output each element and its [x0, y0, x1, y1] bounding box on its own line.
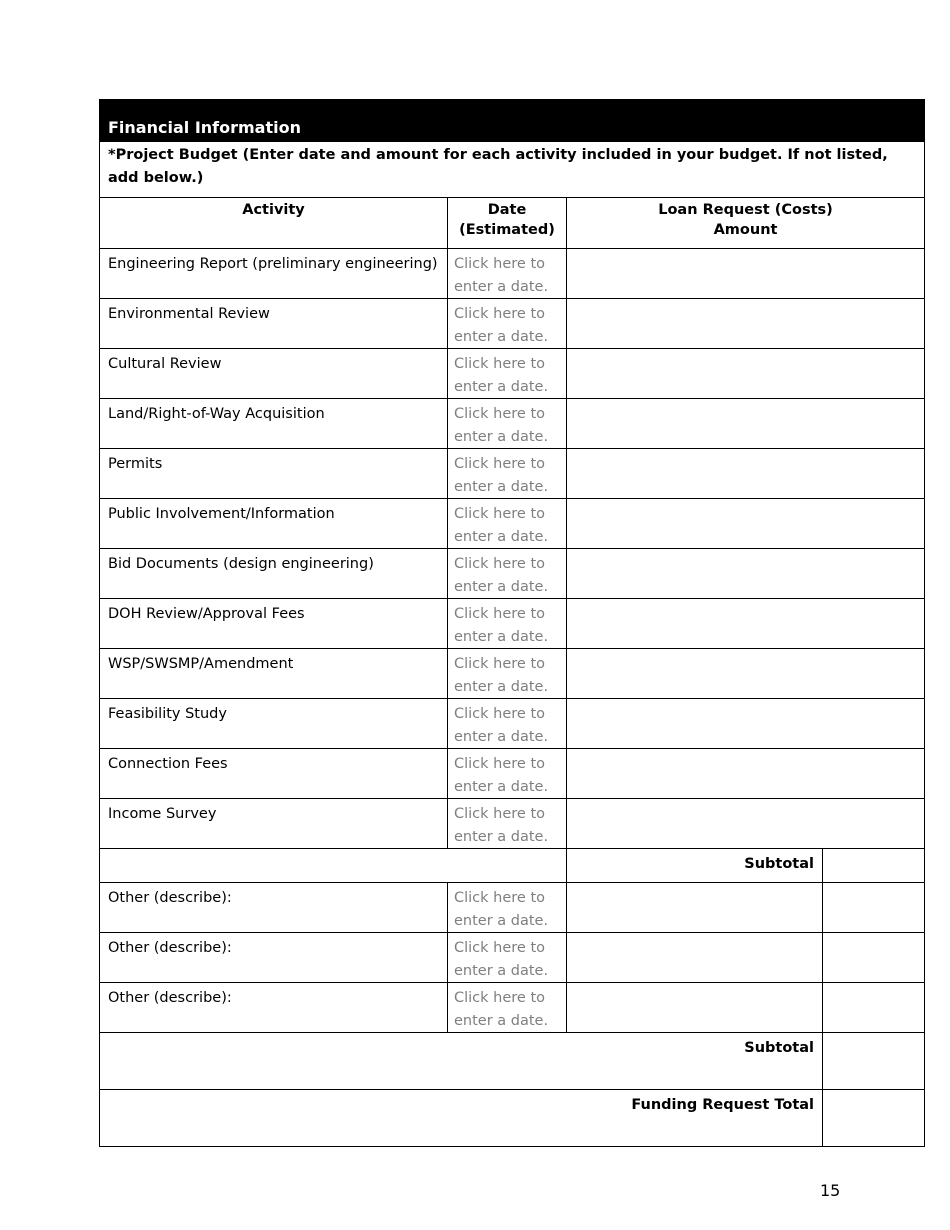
activity-label: Public Involvement/Information	[100, 499, 448, 549]
date-picker-field[interactable]: Click here to enter a date.	[448, 299, 567, 349]
date-picker-field[interactable]: Click here to enter a date.	[448, 249, 567, 299]
activity-label: Cultural Review	[100, 349, 448, 399]
activity-label: Feasibility Study	[100, 699, 448, 749]
activity-label: Environmental Review	[100, 299, 448, 349]
page-number: 15	[820, 1181, 841, 1200]
activity-label: DOH Review/Approval Fees	[100, 599, 448, 649]
activity-row	[100, 549, 925, 599]
activity-row	[100, 249, 925, 299]
other-row	[100, 933, 925, 983]
subtotal-spacer	[100, 849, 567, 883]
date-picker-field[interactable]: Click here to enter a date.	[448, 499, 567, 549]
financial-information-table	[99, 99, 925, 1147]
amount-field[interactable]	[567, 449, 925, 499]
activity-row	[100, 349, 925, 399]
activity-label: Land/Right-of-Way Acquisition	[100, 399, 448, 449]
amount-field[interactable]	[567, 599, 925, 649]
subtotal-value-field[interactable]	[823, 849, 925, 883]
date-picker-field[interactable]: Click here to enter a date.	[448, 349, 567, 399]
other-row	[100, 983, 925, 1033]
amount-field[interactable]	[567, 399, 925, 449]
activity-label: WSP/SWSMP/Amendment	[100, 649, 448, 699]
activity-row	[100, 649, 925, 699]
activity-row	[100, 799, 925, 849]
date-picker-field[interactable]: Click here to enter a date.	[448, 699, 567, 749]
date-picker-field[interactable]: Click here to enter a date.	[448, 933, 567, 983]
amount-field[interactable]	[567, 933, 823, 983]
amount-column-header: Loan Request (Costs) Amount	[567, 198, 925, 249]
date-picker-field[interactable]: Click here to enter a date.	[448, 399, 567, 449]
activity-label: Connection Fees	[100, 749, 448, 799]
column-headers	[100, 198, 925, 249]
date-picker-field[interactable]: Click here to enter a date.	[448, 883, 567, 933]
amount-extra-field[interactable]	[823, 883, 925, 933]
budget-instructions: *Project Budget (Enter date and amount for each activity included in your budget. If not listed, add below.)	[100, 142, 925, 198]
other-subtotal-value-field[interactable]	[823, 1033, 925, 1090]
date-picker-field[interactable]: Click here to enter a date.	[448, 649, 567, 699]
date-picker-field[interactable]: Click here to enter a date.	[448, 799, 567, 849]
amount-field[interactable]	[567, 749, 925, 799]
other-label: Other (describe):	[100, 883, 448, 933]
date-picker-field[interactable]: Click here to enter a date.	[448, 599, 567, 649]
funding-request-total-value-field[interactable]	[823, 1090, 925, 1147]
activity-row	[100, 299, 925, 349]
other-row	[100, 883, 925, 933]
other-subtotal-label: Subtotal	[100, 1033, 823, 1090]
activity-label: Engineering Report (preliminary engineering)	[100, 249, 448, 299]
activity-label: Income Survey	[100, 799, 448, 849]
amount-field[interactable]	[567, 883, 823, 933]
activity-row	[100, 749, 925, 799]
subtotal-row	[100, 849, 925, 883]
other-subtotal-row	[100, 1033, 925, 1090]
funding-request-total-label: Funding Request Total	[100, 1090, 823, 1147]
date-picker-field[interactable]: Click here to enter a date.	[448, 983, 567, 1033]
amount-extra-field[interactable]	[823, 933, 925, 983]
activity-row	[100, 399, 925, 449]
amount-extra-field[interactable]	[823, 983, 925, 1033]
date-column-header: Date (Estimated)	[448, 198, 567, 249]
activity-row	[100, 499, 925, 549]
amount-field[interactable]	[567, 249, 925, 299]
amount-field[interactable]	[567, 349, 925, 399]
funding-request-total-row	[100, 1090, 925, 1147]
activity-label: Bid Documents (design engineering)	[100, 549, 448, 599]
activity-column-header: Activity	[100, 198, 448, 249]
amount-field[interactable]	[567, 649, 925, 699]
activity-row	[100, 449, 925, 499]
section-title: Financial Information	[100, 100, 925, 142]
activity-row	[100, 699, 925, 749]
activity-label: Permits	[100, 449, 448, 499]
other-label: Other (describe):	[100, 933, 448, 983]
other-label: Other (describe):	[100, 983, 448, 1033]
subtotal-label: Subtotal	[567, 849, 823, 883]
amount-field[interactable]	[567, 299, 925, 349]
amount-field[interactable]	[567, 983, 823, 1033]
amount-field[interactable]	[567, 799, 925, 849]
amount-field[interactable]	[567, 499, 925, 549]
amount-field[interactable]	[567, 549, 925, 599]
date-picker-field[interactable]: Click here to enter a date.	[448, 749, 567, 799]
activity-row	[100, 599, 925, 649]
date-picker-field[interactable]: Click here to enter a date.	[448, 549, 567, 599]
amount-field[interactable]	[567, 699, 925, 749]
date-picker-field[interactable]: Click here to enter a date.	[448, 449, 567, 499]
